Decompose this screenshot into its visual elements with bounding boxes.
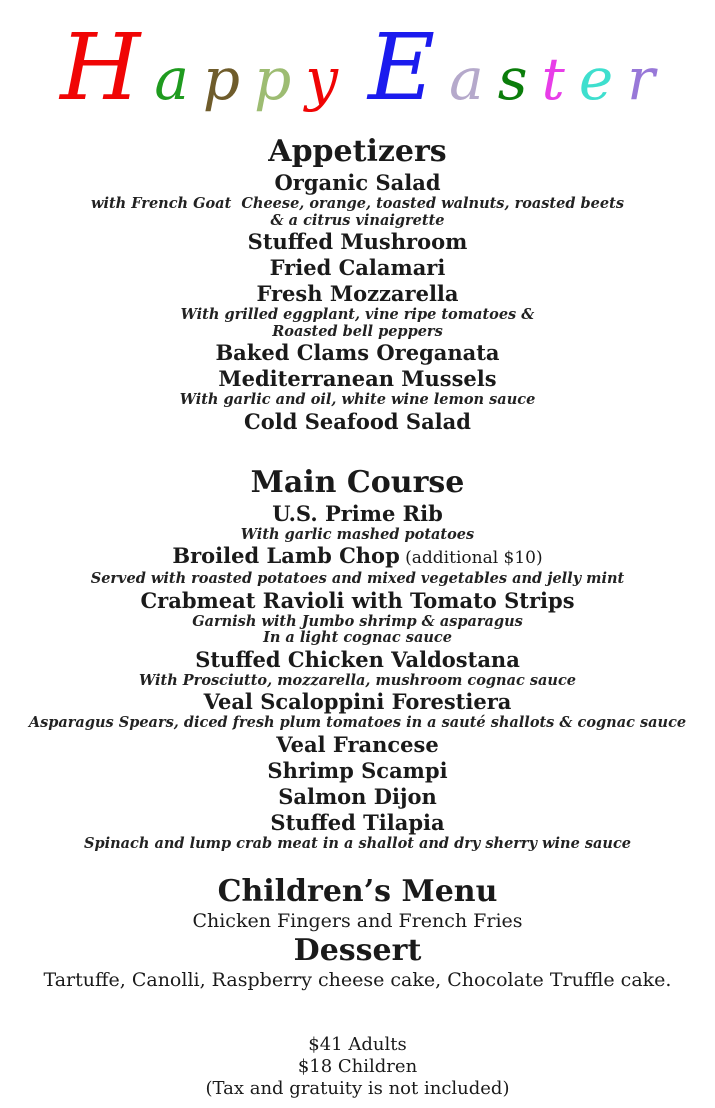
item-name-text: Mediterranean Mussels <box>218 366 497 391</box>
item-name <box>0 689 715 715</box>
title-word-easter <box>367 14 655 121</box>
item-name <box>0 647 715 673</box>
menu-item <box>0 366 715 409</box>
menu-section-main-course <box>0 465 715 853</box>
item-description-line: With grilled eggplant, vine ripe tomatoes & <box>180 306 535 323</box>
section-heading-children-s-menu: Children’s Menu <box>217 874 498 909</box>
menu-item <box>0 501 715 544</box>
menu-item <box>0 340 715 366</box>
menu-item <box>0 281 715 340</box>
item-name <box>0 969 715 992</box>
title-letter-y: y <box>305 45 338 113</box>
title-letter-h: H <box>60 14 141 121</box>
title-letter-a: a <box>154 45 189 113</box>
item-name-text: Organic Salad <box>274 170 441 195</box>
menu-item <box>0 543 715 588</box>
title-letter-s: s <box>497 45 528 113</box>
menu-item <box>0 758 715 784</box>
item-name-text: Chicken Fingers and French Fries <box>192 910 523 932</box>
item-name <box>0 758 715 784</box>
item-name <box>0 543 715 571</box>
item-name <box>0 784 715 810</box>
menu-section-children-s-menu <box>0 874 715 933</box>
title-letter-p: p <box>254 45 292 113</box>
section-heading-main-course: Main Course <box>250 464 465 500</box>
item-name-text: Salmon Dijon <box>278 783 437 809</box>
item-description-line: with French Goat Cheese, orange, toasted walnuts, roasted beets <box>90 195 624 212</box>
price-children: $18 Children <box>297 1056 418 1077</box>
item-name-text: Crabmeat Ravioli with Tomato Strips <box>140 587 575 613</box>
section-heading-appetizers: Appetizers <box>268 134 447 169</box>
menu-body <box>0 134 715 992</box>
title-letter-p: p <box>202 45 241 113</box>
item-description-line: With garlic and oil, white wine lemon sauce <box>179 391 536 408</box>
title-letter-t: t <box>541 45 565 113</box>
item-price-note: (additional $10) <box>399 548 543 568</box>
title-letter-e: E <box>367 14 436 121</box>
menu-item <box>0 910 715 933</box>
item-name-text: Shrimp Scampi <box>267 757 448 783</box>
tax-gratuity-note: (Tax and gratuity is not included) <box>205 1078 510 1099</box>
item-name <box>0 255 715 281</box>
item-name-text: Stuffed Chicken Valdostana <box>195 646 520 672</box>
menu-item <box>0 969 715 992</box>
item-name <box>0 281 715 307</box>
item-name-text: Cold Seafood Salad <box>244 408 471 434</box>
item-name <box>0 229 715 255</box>
item-name <box>0 588 715 614</box>
menu-item <box>0 810 715 853</box>
item-name-text: Broiled Lamb Chop <box>172 543 400 568</box>
item-name-text: Stuffed Tilapia <box>270 809 445 835</box>
item-description-line: Roasted bell peppers <box>272 322 443 340</box>
section-heading-dessert: Dessert <box>293 933 422 968</box>
item-name <box>0 366 715 392</box>
item-name-text: Stuffed Mushroom <box>247 229 468 254</box>
menu-item <box>0 647 715 690</box>
menu-item <box>0 732 715 758</box>
title-word-happy <box>60 14 338 121</box>
item-description-line: & a citrus vinaigrette <box>270 211 445 229</box>
item-name-text: Fresh Mozzarella <box>256 281 459 306</box>
title-letter-r: r <box>627 45 655 113</box>
item-name <box>0 910 715 933</box>
item-name <box>0 170 715 196</box>
item-name-text: Veal Scaloppini Forestiera <box>203 689 512 714</box>
item-name <box>0 732 715 758</box>
menu-item <box>0 689 715 732</box>
menu-item <box>0 229 715 255</box>
menu-item <box>0 784 715 810</box>
item-name-text: U.S. Prime Rib <box>272 500 443 526</box>
menu-footer <box>0 1034 715 1100</box>
item-name <box>0 409 715 435</box>
item-name-text: Veal Francese <box>276 731 439 757</box>
menu-item <box>0 588 715 647</box>
item-description-line: Asparagus Spears, diced fresh plum tomatoes in a sauté shallots & cognac sauce <box>28 714 687 731</box>
title-letter-e: e <box>578 45 614 113</box>
menu-title <box>0 14 715 121</box>
item-description-line: Served with roasted potatoes and mixed vegetables and jelly mint <box>90 570 625 587</box>
price-adults: $41 Adults <box>308 1034 407 1055</box>
item-description-line: With garlic mashed potatoes <box>240 525 475 543</box>
menu-item <box>0 170 715 229</box>
item-description-line: Garnish with Jumbo shrimp & asparagus <box>192 612 523 630</box>
menu-item <box>0 409 715 435</box>
title-letter-a: a <box>449 45 484 113</box>
item-name-text: Fried Calamari <box>269 255 446 280</box>
item-name-text: Tartuffe, Canolli, Raspberry cheese cake, Chocolate Truffle cake. <box>43 969 672 991</box>
menu-section-appetizers <box>0 134 715 435</box>
item-name-text: Baked Clams Oreganata <box>215 340 500 365</box>
item-name <box>0 810 715 836</box>
item-description-line: In a light cognac sauce <box>263 629 452 646</box>
item-name <box>0 501 715 527</box>
item-description-line: With Prosciutto, mozzarella, mushroom cognac sauce <box>138 671 577 689</box>
menu-section-dessert <box>0 933 715 992</box>
item-name <box>0 340 715 366</box>
menu-item <box>0 255 715 281</box>
item-description-line: Spinach and lump crab meat in a shallot and dry sherry wine sauce <box>83 834 632 852</box>
